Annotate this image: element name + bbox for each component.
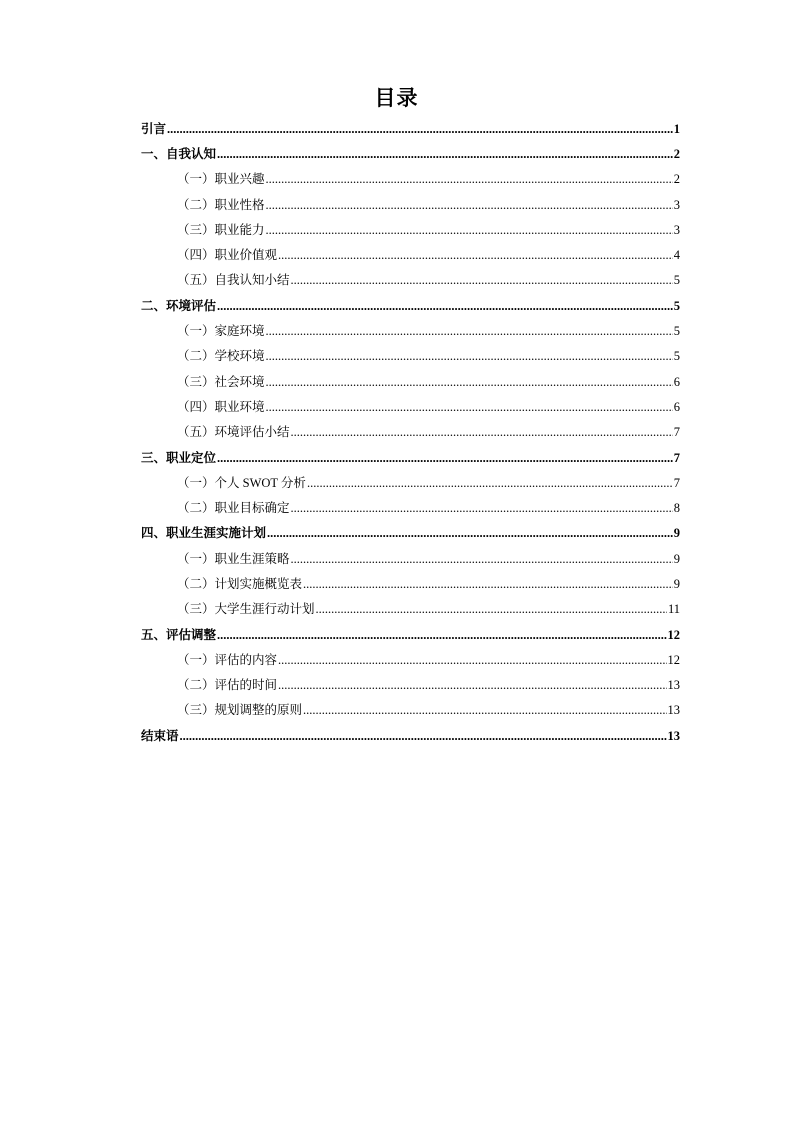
toc-entry-label: （四）职业价值观 <box>177 248 278 263</box>
toc-entry-label: 引言 <box>141 121 167 136</box>
toc-entry-label: （二）职业目标确定 <box>177 501 290 516</box>
toc-entry-page: 13 <box>667 728 680 743</box>
toc-entry[interactable] <box>141 344 680 369</box>
toc-entry-label: （二）评估的时间 <box>177 678 278 693</box>
toc-entry[interactable] <box>141 698 680 723</box>
toc-entry[interactable] <box>141 242 680 267</box>
toc-dot-leader <box>266 222 673 238</box>
toc-entry[interactable] <box>141 394 680 419</box>
toc-dot-leader <box>217 298 673 314</box>
toc-entry-page: 13 <box>667 703 680 718</box>
toc-entry-page: 1 <box>673 121 680 136</box>
toc-entry[interactable] <box>141 622 680 647</box>
toc-entry-label: （二）计划实施概览表 <box>177 576 303 591</box>
toc-dot-leader <box>266 323 673 339</box>
toc-entry-label: （三）规划调整的原则 <box>177 703 303 718</box>
toc-entry-label: （一）职业生涯策略 <box>177 551 290 566</box>
toc-dot-leader <box>291 424 673 440</box>
toc-entry-label: （二）学校环境 <box>177 349 265 364</box>
toc-dot-leader <box>278 247 673 263</box>
toc-dot-leader <box>267 525 673 541</box>
toc-entry-page: 7 <box>673 450 680 465</box>
toc-entry-label: （四）职业环境 <box>177 399 265 414</box>
toc-entry-page: 3 <box>673 222 680 237</box>
toc-dot-leader <box>266 348 673 364</box>
toc-entry-label: 三、职业定位 <box>141 450 217 465</box>
toc-entry-page: 9 <box>673 551 680 566</box>
toc-entry[interactable] <box>141 141 680 166</box>
toc-entry-page: 9 <box>673 526 680 541</box>
toc-entry-label: （五）自我认知小结 <box>177 273 290 288</box>
toc-entry-page: 4 <box>673 248 680 263</box>
toc-entry-label: 结束语 <box>141 728 179 743</box>
toc-dot-leader <box>303 576 673 592</box>
toc-dot-leader <box>217 450 673 466</box>
toc-entry-label: （一）个人 SWOT 分析 <box>177 475 306 490</box>
toc-entry[interactable] <box>141 470 680 495</box>
toc-entry-page: 5 <box>673 324 680 339</box>
toc-entry-label: （一）评估的内容 <box>177 652 278 667</box>
toc-dot-leader <box>266 171 673 187</box>
toc-entry-page: 5 <box>673 349 680 364</box>
toc-dot-leader <box>217 627 666 643</box>
toc-entry-page: 12 <box>667 652 680 667</box>
toc-entry[interactable] <box>141 116 680 141</box>
toc-entry[interactable] <box>141 268 680 293</box>
toc-entry-page: 9 <box>673 576 680 591</box>
toc-dot-leader <box>278 652 666 668</box>
toc-dot-leader <box>303 702 666 718</box>
toc-entry-page: 3 <box>673 197 680 212</box>
toc-entry-label: 二、环境评估 <box>141 298 217 313</box>
toc-entry[interactable] <box>141 673 680 698</box>
toc-entry-label: 一、自我认知 <box>141 146 217 161</box>
toc-entry-page: 2 <box>673 172 680 187</box>
toc-entry-page: 2 <box>673 146 680 161</box>
toc-entry-page: 8 <box>673 501 680 516</box>
toc-entry-page: 6 <box>673 399 680 414</box>
toc-dot-leader <box>278 677 666 693</box>
toc-entry[interactable] <box>141 647 680 672</box>
toc-entry[interactable] <box>141 521 680 546</box>
toc-entry-page: 7 <box>673 425 680 440</box>
toc-dot-leader <box>316 601 667 617</box>
toc-dot-leader <box>217 146 673 162</box>
toc-dot-leader <box>291 500 673 516</box>
toc-entry-page: 5 <box>673 298 680 313</box>
toc-entry-label: （五）环境评估小结 <box>177 425 290 440</box>
toc-entry-page: 5 <box>673 273 680 288</box>
toc-entry-label: 四、职业生涯实施计划 <box>141 526 267 541</box>
toc-entry[interactable] <box>141 445 680 470</box>
toc-entry[interactable] <box>141 318 680 343</box>
toc-dot-leader <box>266 374 673 390</box>
toc-entry[interactable] <box>141 217 680 242</box>
toc-entry[interactable] <box>141 192 680 217</box>
toc-entry[interactable] <box>141 571 680 596</box>
toc-entry-label: （三）社会环境 <box>177 374 265 389</box>
toc-dot-leader <box>291 272 673 288</box>
toc-title: 目录 <box>374 86 419 110</box>
toc-entry-page: 11 <box>667 602 680 617</box>
toc-entry-label: （一）职业兴趣 <box>177 172 265 187</box>
toc-entry-label: （三）职业能力 <box>177 222 265 237</box>
toc-entry-label: （一）家庭环境 <box>177 324 265 339</box>
toc-dot-leader <box>307 475 673 491</box>
toc-dot-leader <box>266 197 673 213</box>
toc-entry[interactable] <box>141 369 680 394</box>
toc-entry[interactable] <box>141 723 680 748</box>
toc-entry-page: 12 <box>667 627 680 642</box>
toc-dot-leader <box>180 728 667 744</box>
toc-entry-page: 7 <box>673 475 680 490</box>
toc-list <box>141 116 680 748</box>
toc-dot-leader <box>291 551 673 567</box>
toc-entry-label: 五、评估调整 <box>141 627 217 642</box>
toc-entry[interactable] <box>141 293 680 318</box>
toc-entry-label: （二）职业性格 <box>177 197 265 212</box>
toc-entry[interactable] <box>141 597 680 622</box>
toc-entry[interactable] <box>141 546 680 571</box>
toc-entry[interactable] <box>141 167 680 192</box>
toc-entry-label: （三）大学生涯行动计划 <box>177 602 315 617</box>
toc-dot-leader <box>167 121 673 137</box>
toc-dot-leader <box>266 399 673 415</box>
toc-entry[interactable] <box>141 495 680 520</box>
toc-entry-page: 6 <box>673 374 680 389</box>
toc-entry-page: 13 <box>667 678 680 693</box>
toc-entry[interactable] <box>141 420 680 445</box>
